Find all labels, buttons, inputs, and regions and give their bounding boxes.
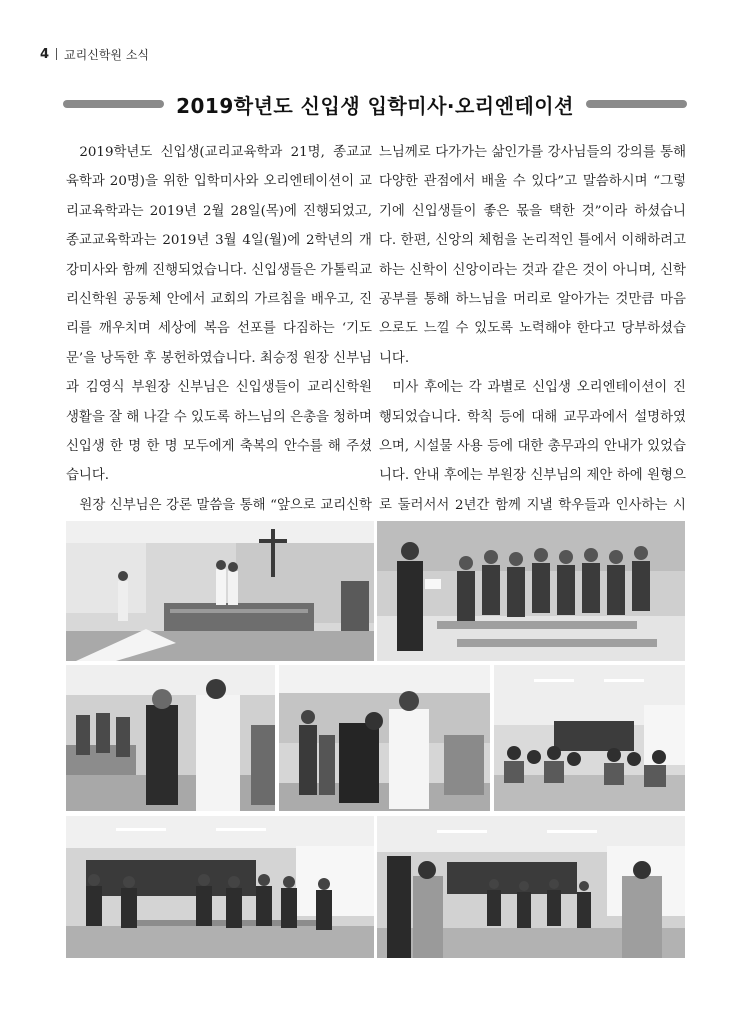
photo-blessing-1 xyxy=(66,665,275,811)
article-paragraph: 2019학년도 신입생(교리교육학과 21명, 종교교육학과 20명)을 위한 입학미사와 오리엔테이션이 교리교육학과는 2019년 2월 28일(목)에 진행되었고, 종교교육학과는 2019년 3월 4일(월)에 2학년의 개강미사와 함께 진행되었습니다. 신입생들은 가톨릭교리신학원 공동체 안에서 교회의 가르침을 배우고, 진리를 깨우치며 세상에 복음 선포를 다짐하는 ‘기도문’을 낭독한 후 봉헌하였습니다. 최승정 원장 신부님과 김영식 부원장 신부님은 신입생들이 교리신학원 생활을 잘 해 나갈 수 있도록 하느님의 은총을 청하며 신입생 한 명 한 명 모두에게 축복의 안수를 해 주셨습니다. xyxy=(66,145,372,484)
page-header xyxy=(40,44,149,64)
article-paragraph: 원장 신부님은 강론 말씀을 통해 “앞으로 교리신학 xyxy=(79,497,372,513)
photo-classroom-orientation xyxy=(494,665,685,811)
photo-students-prayer xyxy=(377,521,685,661)
title-banner xyxy=(63,88,687,120)
photo-blessing-2 xyxy=(279,665,490,811)
article-paragraph: 미사 후에는 각 과별로 신입생 오리엔테이션이 진행되었습니다. 학칙 등에 대해 교무과에서 설명하였으며, 시설물 사용 등에 대한 총무과의 안내가 있었습니다. 안내 후에는 부원장 신부님의 제안 하에 원형으로 둘러서서 2년간 함께 지낼 학우들과 인사하는 시 xyxy=(379,380,686,513)
photo-chapel-altar xyxy=(66,521,374,661)
photo-circle-greeting-2 xyxy=(377,816,685,958)
section-name: 교리신학원 소식 xyxy=(64,47,150,62)
article-title: 2019학년도 신입생 입학미사·오리엔테이션 xyxy=(176,93,574,118)
photo-circle-greeting-1 xyxy=(66,816,374,958)
article-column-left xyxy=(66,138,372,550)
title-bar-left xyxy=(63,100,164,108)
article-paragraph: 느님께로 다가가는 삶인가를 강사님들의 강의를 통해 다양한 관점에서 배울 수 있다”고 말씀하시며 “그렇기에 신입생들이 좋은 몫을 택한 것”이라 하셨습니다. 한편, 신앙의 체험을 논리적인 틀에서 이해하려고 하는 신학이 신앙이라는 것과 같은 것이 아니며, 신학 공부를 통해 하느님을 머리로 알아가는 것만큼 마음으로도 느낄 수 있도록 노력해야 한다고 당부하셨습니다. xyxy=(379,145,686,366)
page-number: 4 xyxy=(40,46,50,62)
header-divider xyxy=(56,48,57,60)
title-bar-right xyxy=(586,100,687,108)
article-column-right xyxy=(379,138,686,550)
